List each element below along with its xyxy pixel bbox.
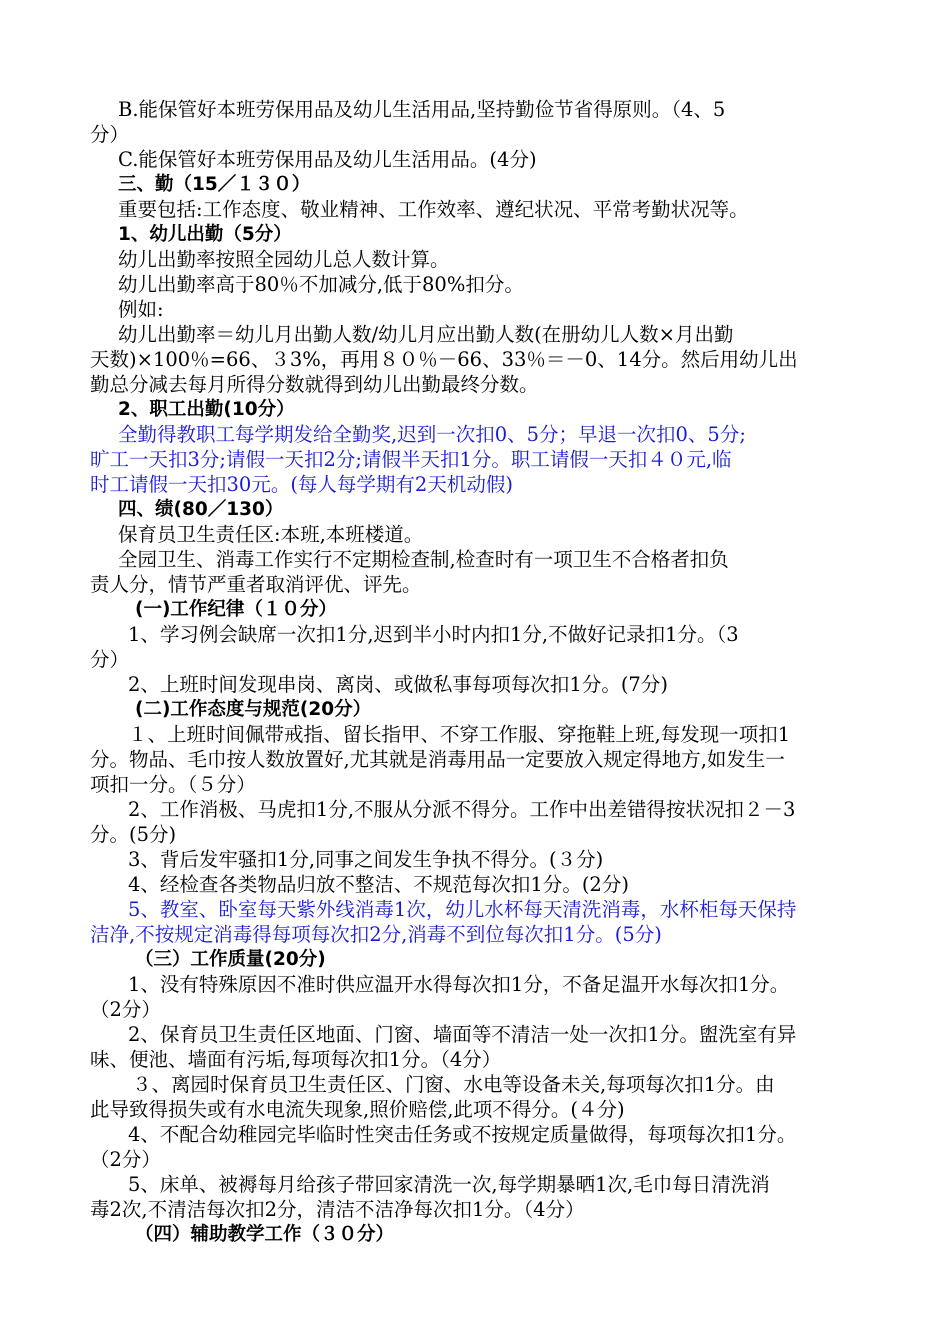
- paragraph-line: 分。物品、毛巾按人数放置好,尤其就是消毒用品一定要放入规定得地方,如发生一: [90, 748, 785, 771]
- subsection-heading: （四）辅助教学工作（３０分）: [135, 1224, 395, 1245]
- paragraph-line: B.能保管好本班劳保用品及幼儿生活用品,坚持勤俭节省得原则。（4、5: [118, 98, 726, 121]
- paragraph-line: 全园卫生、消毒工作实行不定期检查制,检查时有一项卫生不合格者扣负: [118, 548, 729, 571]
- paragraph-line: 幼儿出勤率高于80％不加减分,低于80%扣分。: [118, 273, 524, 296]
- paragraph-line: 2、上班时间发现串岗、离岗、或做私事每项每次扣1分。(7分): [128, 673, 668, 696]
- paragraph-line: （2分）: [90, 998, 161, 1021]
- paragraph-line: １、上班时间佩带戒指、留长指甲、不穿工作服、穿拖鞋上班,每发现一项扣1: [128, 723, 791, 746]
- paragraph-line: 幼儿出勤率按照全园幼儿总人数计算。: [118, 248, 450, 271]
- paragraph-line: 分）: [90, 123, 130, 146]
- subsection-heading: （三）工作质量(20分): [135, 949, 326, 970]
- paragraph-line: 此导致得损失或有水电流失现象,照价赔偿,此项不得分。(４分): [90, 1098, 625, 1121]
- highlighted-line: 5、教室、卧室每天紫外线消毒1次，幼儿水杯每天清洗消毒，水杯柜每天保持: [128, 898, 797, 921]
- document-page: [90, 97, 860, 1247]
- paragraph-line: 2、工作消极、马虎扣1分,不服从分派不得分。工作中出差错得按状况扣２－3: [128, 798, 796, 821]
- paragraph-line: 2、保育员卫生责任区地面、门窗、墙面等不清洁一处一次扣1分。盥洗室有异: [128, 1023, 797, 1046]
- paragraph-line: 分）: [90, 648, 130, 671]
- paragraph-line: 4、不配合幼稚园完毕临时性突击任务或不按规定质量做得，每项每次扣1分。: [128, 1123, 797, 1146]
- paragraph-line: 项扣一分。（５分）: [90, 773, 256, 796]
- section-heading: 四、绩(80／130）: [118, 499, 284, 520]
- paragraph-line: 1、学习例会缺席一次扣1分,迟到半小时内扣1分,不做好记录扣1分。（3: [128, 623, 739, 646]
- paragraph-line: 责人分，情节严重者取消评优、评先。: [90, 573, 422, 596]
- paragraph-line: 3、背后发牢骚扣1分,同事之间发生争执不得分。(３分): [128, 848, 604, 871]
- paragraph-line: 幼儿出勤率＝幼儿月出勤人数/幼儿月应出勤人数(在册幼儿人数×月出勤: [118, 323, 734, 346]
- paragraph-line: 勤总分减去每月所得分数就得到幼儿出勤最终分数。: [90, 373, 539, 396]
- paragraph-line: 分。(5分): [90, 823, 177, 846]
- paragraph-line: C.能保管好本班劳保用品及幼儿生活用品。(4分): [118, 148, 537, 171]
- paragraph-line: 4、经检查各类物品归放不整洁、不规范每次扣1分。(2分): [128, 873, 629, 896]
- paragraph-line: 例如:: [118, 298, 164, 321]
- paragraph-line: 1、没有特殊原因不准时供应温开水得每次扣1分，不备足温开水每次扣1分。: [128, 973, 790, 996]
- paragraph-line: 重要包括:工作态度、敬业精神、工作效率、遵纪状况、平常考勤状况等。: [118, 198, 749, 221]
- paragraph-line: ３、离园时保育员卫生责任区、门窗、水电等设备未关,每项每次扣1分。由: [132, 1073, 775, 1096]
- subsection-heading: 2、职工出勤(10分）: [118, 399, 295, 420]
- highlighted-line: 洁净,不按规定消毒得每项每次扣2分,消毒不到位每次扣1分。(5分): [90, 923, 662, 946]
- section-heading: 三、勤（15／１３０）: [118, 174, 311, 195]
- subsection-heading: (二)工作态度与规范(20分）: [135, 699, 372, 720]
- subsection-heading: 1、幼儿出勤（5分）: [118, 224, 292, 245]
- paragraph-line: 5、床单、被褥每月给孩子带回家清洗一次,每学期暴晒1次,毛巾每日清洗消: [128, 1173, 770, 1196]
- paragraph-line: 天数)×100％=66、３3%，再用８０％－66、33％＝－0、14分。然后用幼儿出: [90, 348, 798, 371]
- paragraph-line: 味、便池、墙面有污垢,每项每次扣1分。（4分）: [90, 1048, 502, 1071]
- paragraph-line: 毒2次,不清洁每次扣2分，清洁不洁净每次扣1分。（4分）: [90, 1198, 585, 1221]
- highlighted-line: 全勤得教职工每学期发给全勤奖,迟到一次扣0、5分；早退一次扣0、5分;: [118, 423, 746, 446]
- paragraph-line: 保育员卫生责任区:本班,本班楼道。: [118, 523, 424, 546]
- highlighted-line: 时工请假一天扣30元。(每人每学期有2天机动假): [90, 473, 513, 496]
- paragraph-line: （2分）: [90, 1148, 161, 1171]
- subsection-heading: (一)工作纪律（１０分）: [135, 599, 337, 620]
- highlighted-line: 旷工一天扣3分;请假一天扣2分;请假半天扣1分。职工请假一天扣４０元,临: [90, 448, 732, 471]
